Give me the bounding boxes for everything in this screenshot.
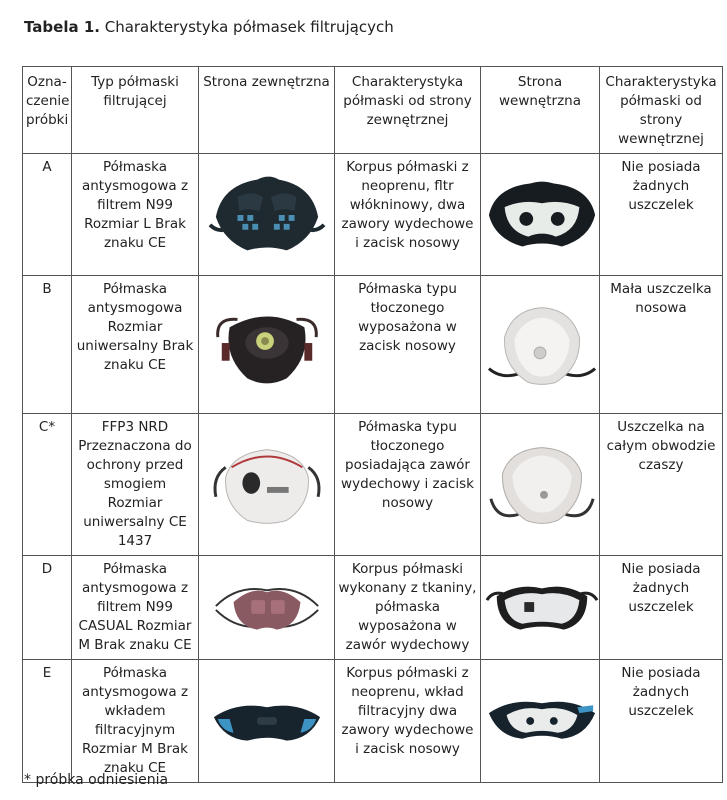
header-row (23, 67, 723, 154)
neoprene-mask-e-inner-image (483, 673, 601, 769)
mask-characteristics-table (22, 66, 723, 783)
outer-characteristics: Półmaska typu tłoczonego wyposażona w zacisk nosowy (335, 276, 481, 414)
ffp3-mask-inner-image (483, 437, 601, 533)
neoprene-mask-outer-image (208, 167, 326, 263)
table-row (23, 660, 723, 783)
mask-type: FFP3 NRD Przeznaczona do ochrony przed smogiem Rozmiar uniwersalny CE 1437 (72, 414, 199, 556)
table-row (23, 276, 723, 414)
outer-side-photo (199, 276, 335, 414)
sample-id: B (23, 276, 72, 414)
outer-side-photo (199, 414, 335, 556)
header-inner-side: Strona wewnętrzna (481, 67, 600, 154)
sample-id: E (23, 660, 72, 783)
outer-side-photo (199, 556, 335, 660)
table-caption (24, 18, 394, 36)
outer-side-photo (199, 660, 335, 783)
mask-type: Półmaska antysmogowa z wkładem filtracyjnym Rozmiar M Brak znaku CE (72, 660, 199, 783)
footnote: * próbka odniesienia (24, 772, 169, 788)
inner-side-photo (481, 414, 600, 556)
outer-characteristics: Korpus półmaski wykonany z tkaniny, półmaska wyposażona w zawór wydechowy (335, 556, 481, 660)
fabric-mask-outer-image (208, 560, 326, 656)
neoprene-mask-e-outer-image (208, 673, 326, 769)
table-number: Tabela 1. (24, 18, 100, 36)
mask-type: Półmaska antysmogowa z filtrem N99 CASUAL Rozmiar M Brak znaku CE (72, 556, 199, 660)
inner-characteristics: Uszczelka na całym obwodzie czaszy (600, 414, 723, 556)
outer-side-photo (199, 154, 335, 276)
mask-type: Półmaska antysmogowa Rozmiar uniwersalny Brak znaku CE (72, 276, 199, 414)
ffp3-mask-outer-image (208, 437, 326, 533)
inner-characteristics: Nie posiada żadnych uszczelek (600, 154, 723, 276)
header-sample-id: Ozna-czenie próbki (23, 67, 72, 154)
neoprene-mask-inner-image (483, 167, 601, 263)
molded-white-mask-inner-image (483, 297, 601, 393)
outer-characteristics: Półmaska typu tłoczonego posiadająca zawór wydechowy i zacisk nosowy (335, 414, 481, 556)
table-row (23, 414, 723, 556)
header-mask-type: Typ półmaski filtrującej (72, 67, 199, 154)
table-title: Charakterystyka półmasek filtrujących (99, 18, 394, 36)
table-row (23, 154, 723, 276)
outer-characteristics: Korpus półmaski z neoprenu, wkład filtracyjny dwa zawory wydechowe i zacisk nosowy (335, 660, 481, 783)
sample-id: C* (23, 414, 72, 556)
inner-side-photo (481, 556, 600, 660)
sample-id: A (23, 154, 72, 276)
mask-type: Półmaska antysmogowa z filtrem N99 Rozmiar L Brak znaku CE (72, 154, 199, 276)
header-outer-side: Strona zewnętrzna (199, 67, 335, 154)
table-row (23, 556, 723, 660)
header-outer-characteristics: Charakterystyka półmaski od strony zewnętrznej (335, 67, 481, 154)
inner-side-photo (481, 154, 600, 276)
outer-characteristics: Korpus półmaski z neoprenu, fltr włókninowy, dwa zawory wydechowe i zacisk nosowy (335, 154, 481, 276)
inner-characteristics: Mała uszczelka nosowa (600, 276, 723, 414)
header-inner-characteristics: Charakterystyka półmaski od strony wewnętrznej (600, 67, 723, 154)
fabric-mask-inner-image (483, 560, 601, 656)
sample-id: D (23, 556, 72, 660)
molded-black-mask-outer-image (208, 297, 326, 393)
inner-characteristics: Nie posiada żadnych uszczelek (600, 660, 723, 783)
inner-side-photo (481, 660, 600, 783)
inner-side-photo (481, 276, 600, 414)
inner-characteristics: Nie posiada żadnych uszczelek (600, 556, 723, 660)
